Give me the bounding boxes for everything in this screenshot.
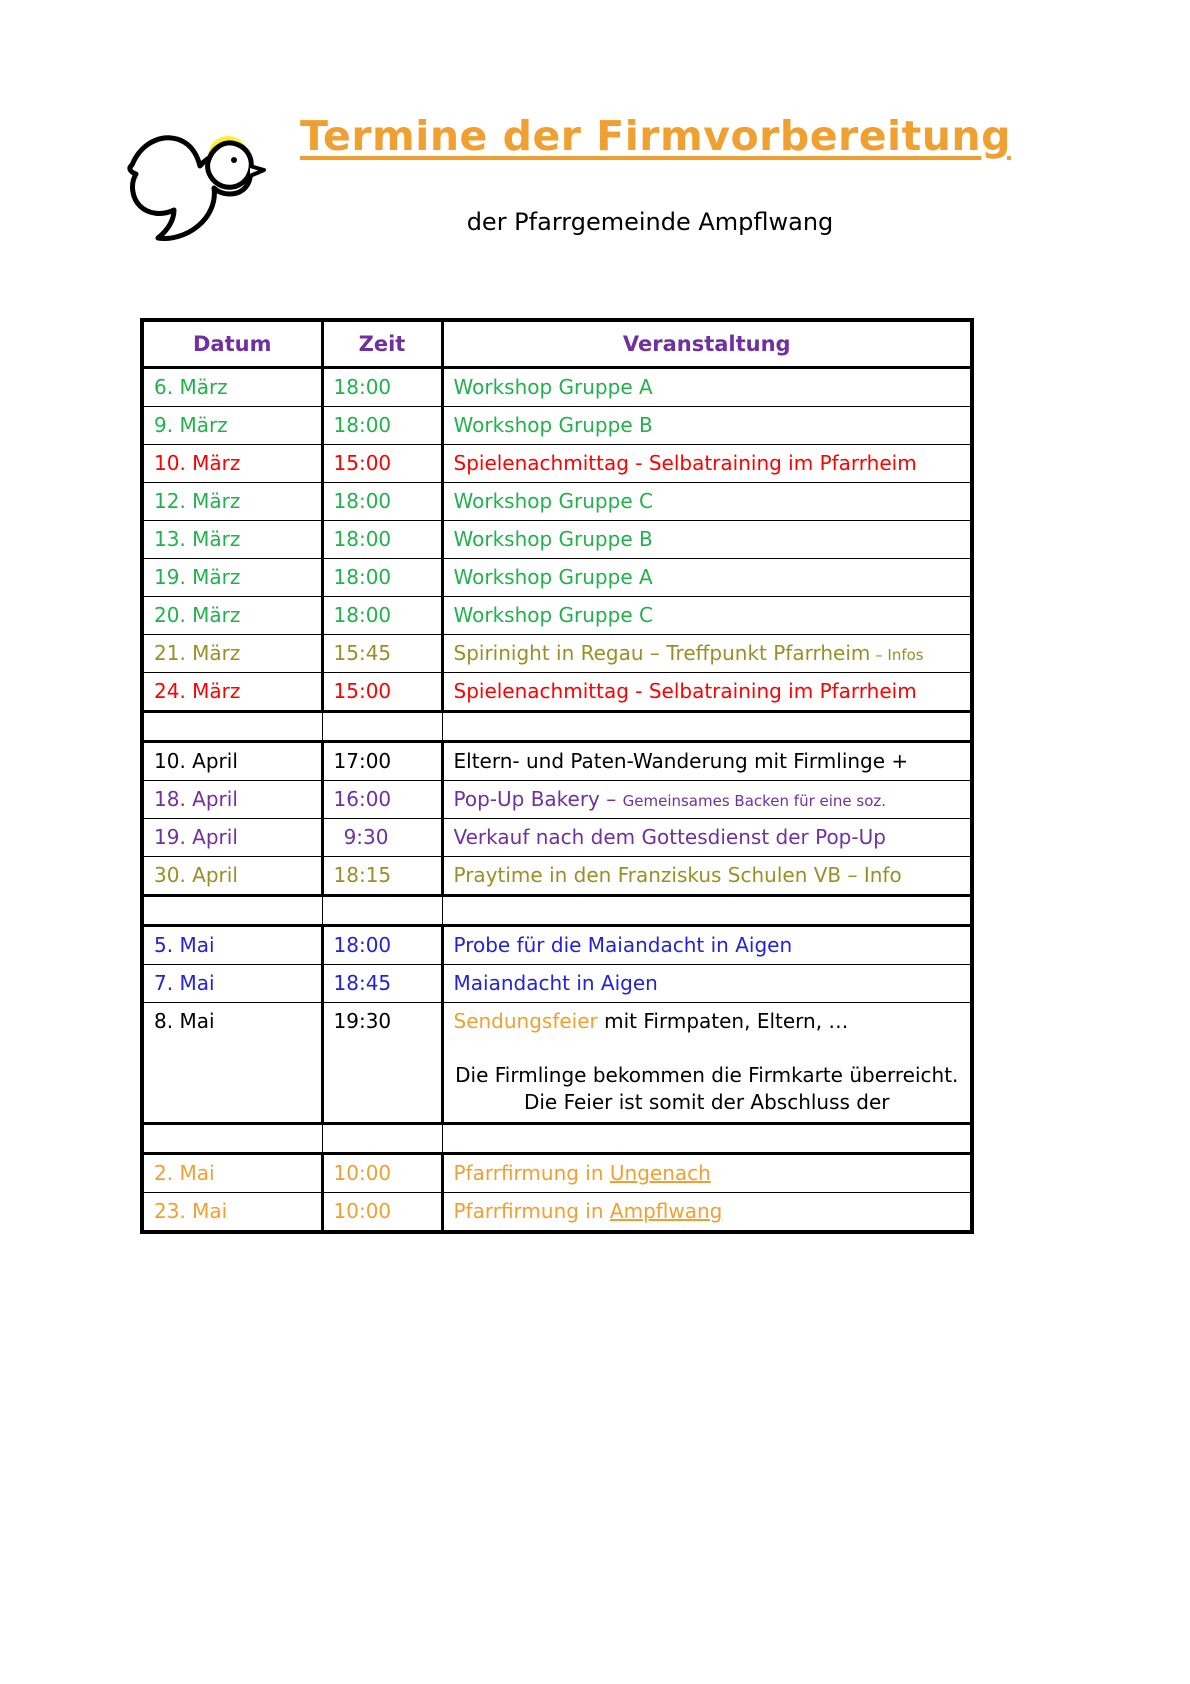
page-subtitle: der Pfarrgemeinde Ampflwang bbox=[466, 208, 834, 236]
cell-event bbox=[442, 635, 972, 673]
event-link[interactable]: Ampflwang bbox=[609, 1199, 723, 1224]
cell-date: 7. Mai bbox=[142, 965, 322, 1003]
cell-date: 10. April bbox=[142, 742, 322, 781]
cell-event bbox=[442, 368, 972, 407]
event-text: Workshop Gruppe C bbox=[453, 603, 653, 628]
spacer-cell bbox=[322, 896, 442, 926]
event-text: Workshop Gruppe B bbox=[453, 413, 653, 438]
spacer-cell bbox=[442, 896, 972, 926]
cell-date: 2. Mai bbox=[142, 1154, 322, 1193]
cell-time: 18:00 bbox=[322, 597, 442, 635]
cell-date: 19. März bbox=[142, 559, 322, 597]
cell-date: 13. März bbox=[142, 521, 322, 559]
column-header-time: Zeit bbox=[322, 320, 442, 368]
table-row bbox=[142, 559, 972, 597]
cell-date: 18. April bbox=[142, 781, 322, 819]
cell-time: 15:00 bbox=[322, 673, 442, 712]
cell-time: 15:00 bbox=[322, 445, 442, 483]
cell-time: 18:00 bbox=[322, 368, 442, 407]
cell-event bbox=[442, 1193, 972, 1233]
cell-event bbox=[442, 1003, 972, 1124]
spacer-cell bbox=[442, 712, 972, 742]
table-spacer-row bbox=[142, 1124, 972, 1154]
cell-date: 20. März bbox=[142, 597, 322, 635]
event-text: Workshop Gruppe A bbox=[453, 565, 653, 590]
event-text: Eltern- und Paten-Wanderung mit Firmlinge + bbox=[453, 749, 909, 774]
event-text: Workshop Gruppe C bbox=[453, 489, 653, 514]
table-spacer-row bbox=[142, 712, 972, 742]
table-row bbox=[142, 857, 972, 896]
cell-date: 10. März bbox=[142, 445, 322, 483]
event-text: Pop-Up Bakery – bbox=[453, 787, 623, 812]
table-row bbox=[142, 1003, 972, 1124]
event-text: Pfarrfirmung in bbox=[453, 1161, 610, 1186]
event-text: Spirinight in Regau – Treffpunkt Pfarrheim bbox=[453, 641, 871, 666]
event-text: Pfarrfirmung in bbox=[453, 1199, 610, 1224]
table-row bbox=[142, 742, 972, 781]
cell-event bbox=[442, 857, 972, 896]
cell-time: 10:00 bbox=[322, 1193, 442, 1233]
schedule-table bbox=[140, 318, 974, 1234]
cell-time: 18:45 bbox=[322, 965, 442, 1003]
cell-date: 5. Mai bbox=[142, 926, 322, 965]
table-row bbox=[142, 781, 972, 819]
event-text: mit Firmpaten, Eltern, … bbox=[597, 1009, 849, 1034]
cell-date: 23. Mai bbox=[142, 1193, 322, 1233]
event-description-block: Die Firmlinge bekommen die Firmkarte überreicht. Die Feier ist somit der Abschluss der bbox=[455, 1063, 959, 1115]
table-header-row bbox=[142, 320, 972, 368]
cell-date: 8. Mai bbox=[142, 1003, 322, 1124]
cell-time: 17:00 bbox=[322, 742, 442, 781]
spacer-cell bbox=[142, 712, 322, 742]
event-text: Spielenachmittag - Selbatraining im Pfarrheim bbox=[453, 451, 917, 476]
cell-date: 19. April bbox=[142, 819, 322, 857]
table-row bbox=[142, 673, 972, 712]
page-title: Termine der Firmvorbereitung bbox=[300, 112, 1011, 160]
spacer-cell bbox=[142, 1124, 322, 1154]
column-header-event: Veranstaltung bbox=[442, 320, 972, 368]
cell-time: 9:30 bbox=[322, 819, 442, 857]
cell-date: 21. März bbox=[142, 635, 322, 673]
cell-event bbox=[442, 819, 972, 857]
schedule-table-wrapper bbox=[140, 318, 970, 1234]
cell-date: 9. März bbox=[142, 407, 322, 445]
spacer-cell bbox=[442, 1124, 972, 1154]
event-text: Spielenachmittag - Selbatraining im Pfarrheim bbox=[453, 679, 917, 704]
cell-event bbox=[442, 483, 972, 521]
cell-date: 30. April bbox=[142, 857, 322, 896]
cell-event bbox=[442, 742, 972, 781]
document-header bbox=[0, 0, 1190, 290]
cell-event bbox=[442, 559, 972, 597]
cell-event bbox=[442, 597, 972, 635]
cell-date: 24. März bbox=[142, 673, 322, 712]
cell-event bbox=[442, 673, 972, 712]
table-row bbox=[142, 597, 972, 635]
cell-event bbox=[442, 445, 972, 483]
cell-time: 18:15 bbox=[322, 857, 442, 896]
event-text: Workshop Gruppe B bbox=[453, 527, 653, 552]
event-text: Praytime in den Franziskus Schulen VB – Info bbox=[453, 863, 902, 888]
cell-time: 18:00 bbox=[322, 483, 442, 521]
cell-date: 6. März bbox=[142, 368, 322, 407]
cell-date: 12. März bbox=[142, 483, 322, 521]
cell-time: 18:00 bbox=[322, 407, 442, 445]
event-note: – Infos bbox=[870, 646, 924, 665]
cell-time: 16:00 bbox=[322, 781, 442, 819]
table-row bbox=[142, 445, 972, 483]
event-highlight: Sendungsfeier bbox=[453, 1009, 598, 1034]
cell-time: 18:00 bbox=[322, 521, 442, 559]
event-text: Maiandacht in Aigen bbox=[453, 971, 658, 996]
table-row bbox=[142, 965, 972, 1003]
table-row bbox=[142, 1193, 972, 1233]
cell-event bbox=[442, 521, 972, 559]
cell-event bbox=[442, 926, 972, 965]
cell-time: 18:00 bbox=[322, 926, 442, 965]
cell-time: 10:00 bbox=[322, 1154, 442, 1193]
cell-event bbox=[442, 781, 972, 819]
cell-event bbox=[442, 1154, 972, 1193]
event-text: Probe für die Maiandacht in Aigen bbox=[453, 933, 793, 958]
table-row bbox=[142, 368, 972, 407]
column-header-date: Datum bbox=[142, 320, 322, 368]
table-body bbox=[142, 368, 972, 1233]
cell-event bbox=[442, 407, 972, 445]
table-row bbox=[142, 926, 972, 965]
table-row bbox=[142, 521, 972, 559]
cell-event bbox=[442, 965, 972, 1003]
cell-time: 19:30 bbox=[322, 1003, 442, 1124]
cell-time: 18:00 bbox=[322, 559, 442, 597]
spacer-cell bbox=[142, 896, 322, 926]
cell-time: 15:45 bbox=[322, 635, 442, 673]
dove-icon bbox=[112, 110, 272, 270]
table-row bbox=[142, 483, 972, 521]
event-link[interactable]: Ungenach bbox=[609, 1161, 711, 1186]
spacer-cell bbox=[322, 1124, 442, 1154]
event-text: Verkauf nach dem Gottesdienst der Pop-Up bbox=[453, 825, 886, 850]
table-row bbox=[142, 407, 972, 445]
event-text: Workshop Gruppe A bbox=[453, 375, 653, 400]
table-row bbox=[142, 819, 972, 857]
table-spacer-row bbox=[142, 896, 972, 926]
table-row bbox=[142, 1154, 972, 1193]
table-row bbox=[142, 635, 972, 673]
event-note: Gemeinsames Backen für eine soz. bbox=[622, 792, 887, 811]
spacer-cell bbox=[322, 712, 442, 742]
